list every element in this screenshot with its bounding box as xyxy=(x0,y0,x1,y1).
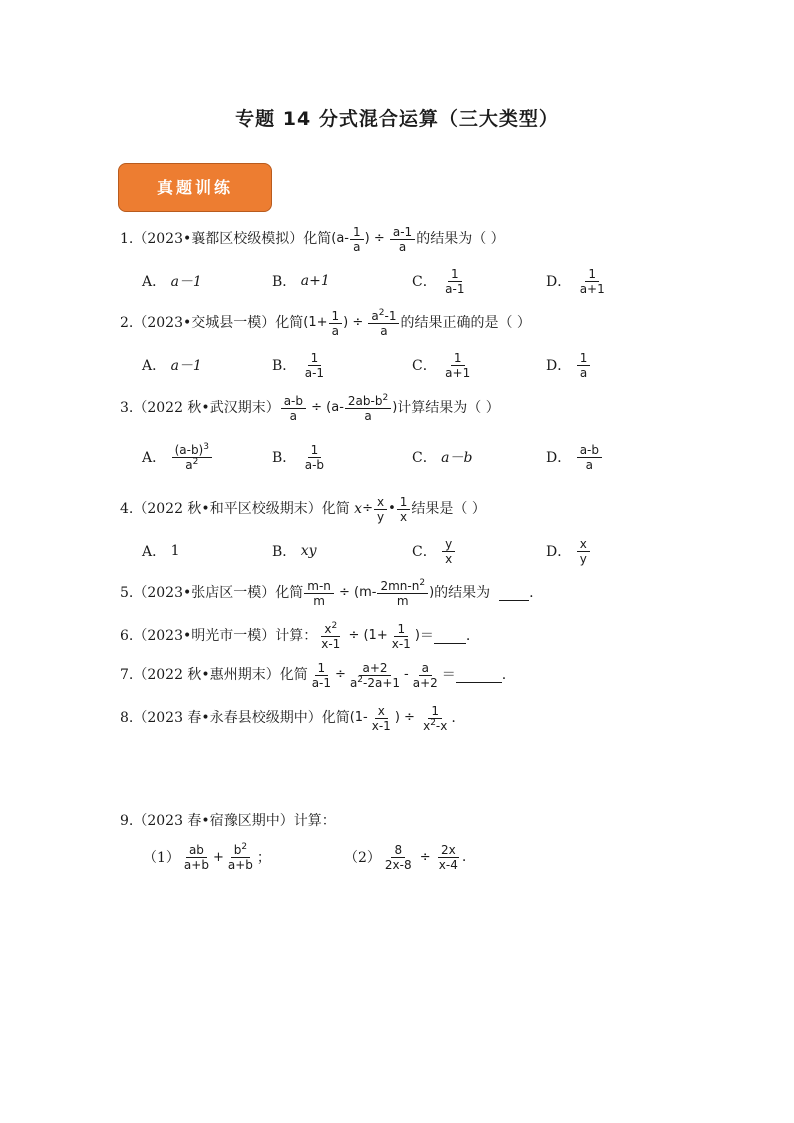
q3-option-a: A． $\frac{(a-b)^3}{a^2}$ xyxy=(142,442,213,472)
q9-part-2: （2） $\frac{8}{2x-8}$ ÷ $\frac{2x}{x-4}$ . xyxy=(344,842,467,872)
q1-option-b: B． a+1 xyxy=(272,273,330,290)
answer-blank[interactable] xyxy=(456,668,502,683)
question-4: 4.（2022 秋•和平区校级期末）化简 x ÷ $\frac{x}{y}$ • $\frac{1}{x}$ 结果是（ ） xyxy=(120,494,486,524)
page-title: 专题 14 分式混合运算（三大类型） xyxy=(235,108,559,130)
q1-option-a: A． a－1 xyxy=(142,274,202,290)
answer-blank[interactable] xyxy=(499,586,529,601)
q1-option-d: D． $\frac{1}{a+1}$ xyxy=(546,266,605,296)
question-7: 7.（2022 秋•惠州期末）化简 $\frac{1}{a-1}$ ÷ $\frac{a+2}{a^2-2a+1}$ - $\frac{a}{a+2}$ ＝ . xyxy=(120,660,507,690)
answer-blank[interactable] xyxy=(434,629,466,644)
q1-tail: 的结果为（ ） xyxy=(416,231,505,247)
q4-option-a: A． 1 xyxy=(142,543,180,560)
q3-option-c: C． a－b xyxy=(412,450,473,466)
q1-source: 1.（2023•襄都区校级模拟）化简 xyxy=(120,231,332,247)
q2-option-c: C． $\frac{1}{a+1}$ xyxy=(412,350,471,380)
q2-option-a: A． a－1 xyxy=(142,358,202,374)
question-1: 1.（2023•襄都区校级模拟）化简 (a- $\frac{1}{a}$ ) ÷ $\frac{a-1}{a}$ 的结果为（ ） xyxy=(120,224,505,254)
q1-option-c: C． $\frac{1}{a-1}$ xyxy=(412,266,465,296)
q4-option-c: C． $\frac{y}{x}$ xyxy=(412,536,456,566)
q4-option-d: D． $\frac{x}{y}$ xyxy=(546,536,591,566)
q9-part-1: （1） $\frac{ab}{a+b}$ + $\frac{b^2}{a+b}$ ； xyxy=(143,841,271,872)
question-6: 6.（2023•明光市一模）计算： $\frac{x^2}{x-1}$ ÷ (1+ $\frac{1}{x-1}$ ) ＝ . xyxy=(120,620,471,651)
question-2: 2.（2023•交城县一模）化简 (1+ $\frac{1}{a}$ ) ÷ $\frac{a^2-1}{a}$ 的结果正确的是（ ） xyxy=(120,307,531,338)
q3-option-d: D． $\frac{a-b}{a}$ xyxy=(546,442,603,472)
q3-option-b: B． $\frac{1}{a-b}$ xyxy=(272,442,325,472)
question-9: 9.（2023 春•宿豫区期中）计算： xyxy=(120,813,336,829)
section-banner: 真题训练 xyxy=(118,163,272,212)
q2-option-d: D． $\frac{1}{a}$ xyxy=(546,350,591,380)
q2-option-b: B． $\frac{1}{a-1}$ xyxy=(272,350,325,380)
question-5: 5.（2023•张店区一模）化简 $\frac{m-n}{m}$ ÷ (m- $\frac{2mn-n^2}{m}$ ) 的结果为 . xyxy=(120,577,534,608)
question-3: 3.（2022 秋•武汉期末） $\frac{a-b}{a}$ ÷ (a- $\frac{2ab-b^2}{a}$ ) 计算结果为（ ） xyxy=(120,392,500,423)
q4-option-b: B． xy xyxy=(272,543,317,560)
question-8: 8.（2023 春•永春县校级期中）化简 (1- $\frac{x}{x-1}$ ) ÷ $\frac{1}{x^2-x}$ . xyxy=(120,703,456,733)
